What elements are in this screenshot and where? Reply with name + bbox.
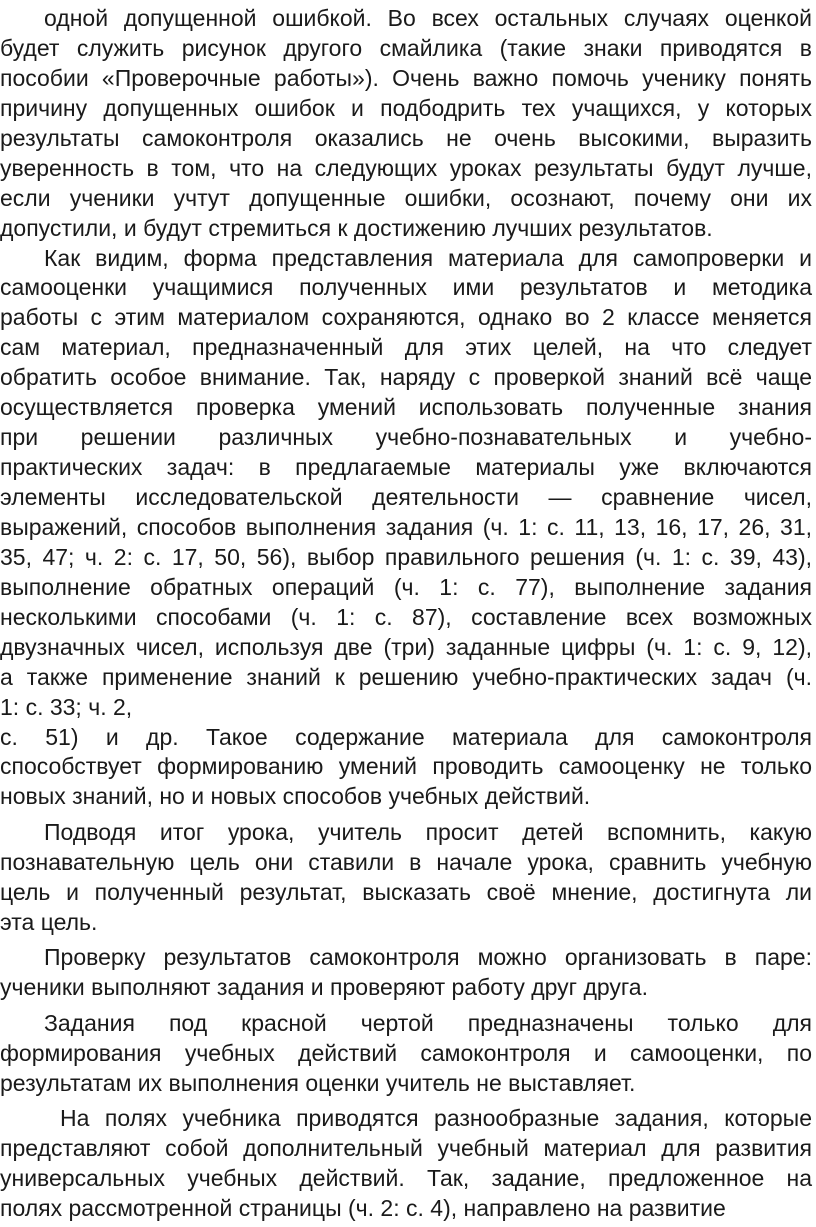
text-line: практических задач: в предлагаемые материалы уже включаются (0, 454, 812, 481)
text-line: выполнение обратных операций (ч. 1: с. 77), выполнение задания (0, 573, 812, 600)
text-line: универсальных учебных действий. Так, задание, предложенное на (0, 1165, 812, 1192)
text-line: уверенность в том, что на следующих уроках результаты будут лучше, (0, 154, 812, 181)
text-line: допустили, и будут стремиться к достижению лучших результатов. (0, 214, 713, 241)
text-line: новых знаний, но и новых способов учебных действий. (0, 783, 591, 810)
text-line: при решении различных учебно-познавательных и учебно- (0, 424, 812, 451)
text-line: ученики выполняют задания и проверяют работу друг друга. (0, 974, 648, 1001)
text-line: элементы исследовательской деятельности — сравнение чисел, (0, 484, 812, 510)
text-line: способствует формированию умений проводить самооценку не только (0, 753, 812, 780)
text-line: одной допущенной ошибкой. Во всех остальных случаях оценкой (44, 5, 812, 31)
text-line: Как видим, форма представления материала для самопроверки и (44, 244, 812, 271)
text-line: формирования учебных действий самоконтроля и самооценки, по (0, 1039, 812, 1066)
text-line: несколькими способами (ч. 1: с. 87), составление всех возможных (0, 603, 812, 630)
text-line: будет служить рисунок другого смайлика (такие знаки приводятся в (0, 34, 812, 61)
text-line: если ученики учтут допущенные ошибки, осознают, почему они их (0, 184, 812, 211)
text-line: выражений, способов выполнения задания (ч. 1: с. 11, 13, 16, 17, 26, 31, (0, 513, 812, 540)
text-line: с. 51) и др. Такое содержание материала для самоконтроля (0, 723, 812, 750)
text-line: На полях учебника приводятся разнообразные задания, которые (60, 1105, 812, 1132)
text-line: Подводя итог урока, учитель просит детей вспомнить, какую (44, 818, 812, 845)
text-line: цель и полученный результат, высказать своё мнение, достигнута ли (0, 878, 812, 905)
text-line: результаты самоконтроля оказались не очень высокими, выразить (0, 124, 812, 151)
text-line: сам материал, предназначенный для этих целей, на что следует (0, 334, 812, 361)
text-line: познавательную цель они ставили в начале урока, сравнить учебную (0, 848, 812, 875)
text-line: обратить особое внимание. Так, наряду с проверкой знаний всё чаще (0, 364, 812, 391)
text-line: полях рассмотренной страницы (ч. 2: с. 4), направлено на развитие (0, 1195, 726, 1221)
text-line: 35, 47; ч. 2: с. 17, 50, 56), выбор правильного решения (ч. 1: с. 39, 43), (0, 543, 812, 570)
text-line: 1: с. 33; ч. 2, (0, 693, 133, 720)
text-line: Проверку результатов самоконтроля можно организовать в паре: (44, 944, 812, 971)
text-line: представляют собой дополнительный учебный материал для развития (0, 1135, 812, 1162)
text-line: осуществляется проверка умений использовать полученные знания (0, 394, 812, 421)
text-line: причину допущенных ошибок и подбодрить тех учащихся, у которых (0, 94, 812, 121)
text-line: результатам их выполнения оценки учитель не выставляет. (0, 1069, 636, 1096)
text-line: а также применение знаний к решению учебно-практических задач (ч. (0, 663, 812, 690)
text-line: эта цель. (0, 908, 98, 935)
text-line: самооценки учащимися полученных ими результатов и методика (0, 274, 812, 301)
text-line: Задания под красной чертой предназначены только для (44, 1009, 812, 1036)
text-line: работы с этим материалом сохраняются, однако во 2 классе меняется (0, 304, 812, 331)
text-line: двузначных чисел, используя две (три) заданные цифры (ч. 1: с. 9, 12), (0, 633, 812, 660)
text-line: пособии «Проверочные работы»). Очень важно помочь ученику понять (0, 64, 812, 91)
